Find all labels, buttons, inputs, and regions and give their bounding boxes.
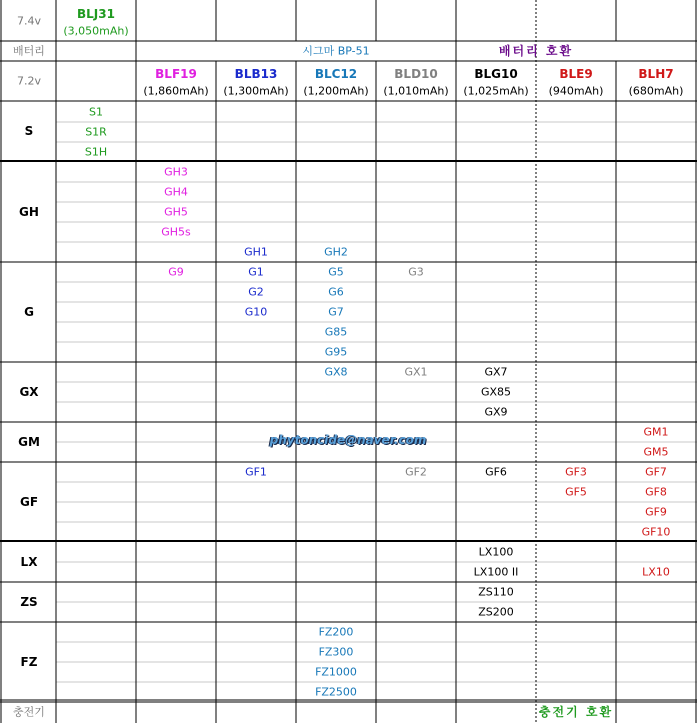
model-g9: G9	[168, 265, 184, 279]
model-g95: G95	[324, 345, 348, 359]
series-label-g: G	[24, 305, 34, 319]
model-lx100ii: LX100 II	[473, 565, 519, 579]
model-fz300: FZ300	[318, 645, 354, 659]
series-label-gx: GX	[19, 385, 39, 399]
series-label-s: S	[24, 124, 34, 138]
battery-header-name: BLG10	[474, 67, 518, 81]
battery-header-name: BLH7	[638, 67, 674, 81]
model-gf2: GF2	[405, 465, 427, 479]
battery-header-name: BLD10	[394, 67, 438, 81]
model-gx8: GX8	[324, 365, 348, 379]
model-gx1: GX1	[404, 365, 428, 379]
charger-compat-note: 충전기 호환	[538, 705, 614, 719]
battery-header-capacity: (940mAh)	[548, 84, 604, 98]
model-fz2500: FZ2500	[315, 685, 357, 699]
model-s1h: S1H	[84, 145, 108, 159]
battery-header-capacity: (1,200mAh)	[303, 84, 369, 98]
model-g7: G7	[328, 305, 344, 319]
model-gm5: GM5	[643, 445, 669, 459]
model-s1: S1	[89, 105, 103, 119]
model-lx10: LX10	[642, 565, 670, 579]
model-gx7: GX7	[484, 365, 508, 379]
watermark-email: phytoncide@naver.com	[269, 433, 427, 447]
model-g6: G6	[328, 285, 344, 299]
battery-header-capacity: (1,010mAh)	[383, 84, 449, 98]
model-gx9: GX9	[484, 405, 508, 419]
model-gh5: GH5	[164, 205, 188, 219]
model-fz200: FZ200	[318, 625, 354, 639]
model-zs110: ZS110	[478, 585, 514, 599]
battery-header-capacity: (680mAh)	[628, 84, 684, 98]
model-g1: G1	[248, 265, 264, 279]
model-g10: G10	[244, 305, 268, 319]
battery-header-name: BLB13	[234, 67, 278, 81]
battery-compat-note: 배터리 호환	[498, 44, 574, 58]
battery-header-name: BLC12	[314, 67, 358, 81]
battery-header-name: BLE9	[559, 67, 593, 81]
model-g2: G2	[248, 285, 264, 299]
model-gf6: GF6	[485, 465, 507, 479]
model-gh4: GH4	[164, 185, 188, 199]
battery-header-capacity: (1,025mAh)	[463, 84, 529, 98]
charger-label: 충전기	[13, 705, 45, 719]
series-label-gm: GM	[18, 435, 40, 449]
model-gh2: GH2	[324, 245, 348, 259]
voltage-7-4v: 7.4v	[16, 14, 42, 28]
model-g85: G85	[324, 325, 348, 339]
blj31-name: BLJ31	[77, 7, 115, 21]
model-gf3: GF3	[565, 465, 587, 479]
battery-header-capacity: (1,860mAh)	[143, 84, 209, 98]
sigma-bp51-note: 시그마 BP-51	[302, 44, 370, 58]
series-label-gh: GH	[19, 205, 39, 219]
model-gh3: GH3	[164, 165, 188, 179]
series-label-lx: LX	[20, 555, 38, 569]
model-gf9: GF9	[645, 505, 667, 519]
model-gf10: GF10	[641, 525, 671, 539]
series-label-zs: ZS	[20, 595, 38, 609]
model-gh1: GH1	[244, 245, 268, 259]
blj31-capacity: (3,050mAh)	[63, 24, 129, 38]
series-label-fz: FZ	[20, 655, 38, 669]
model-gf1: GF1	[245, 465, 267, 479]
model-gf5: GF5	[565, 485, 587, 499]
battery-header-name: BLF19	[155, 67, 197, 81]
model-gm1: GM1	[643, 425, 669, 439]
model-gh5s: GH5s	[161, 225, 191, 239]
series-label-gf: GF	[19, 495, 39, 509]
model-zs200: ZS200	[478, 605, 514, 619]
model-s1r: S1R	[85, 125, 107, 139]
model-fz1000: FZ1000	[315, 665, 357, 679]
battery-label: 배터리	[13, 44, 45, 58]
model-gf8: GF8	[645, 485, 667, 499]
model-lx100: LX100	[478, 545, 514, 559]
voltage-7-2v: 7.2v	[16, 74, 42, 88]
model-gf7: GF7	[645, 465, 667, 479]
model-g5: G5	[328, 265, 344, 279]
model-gx85: GX85	[480, 385, 512, 399]
model-g3: G3	[408, 265, 424, 279]
battery-header-capacity: (1,300mAh)	[223, 84, 289, 98]
